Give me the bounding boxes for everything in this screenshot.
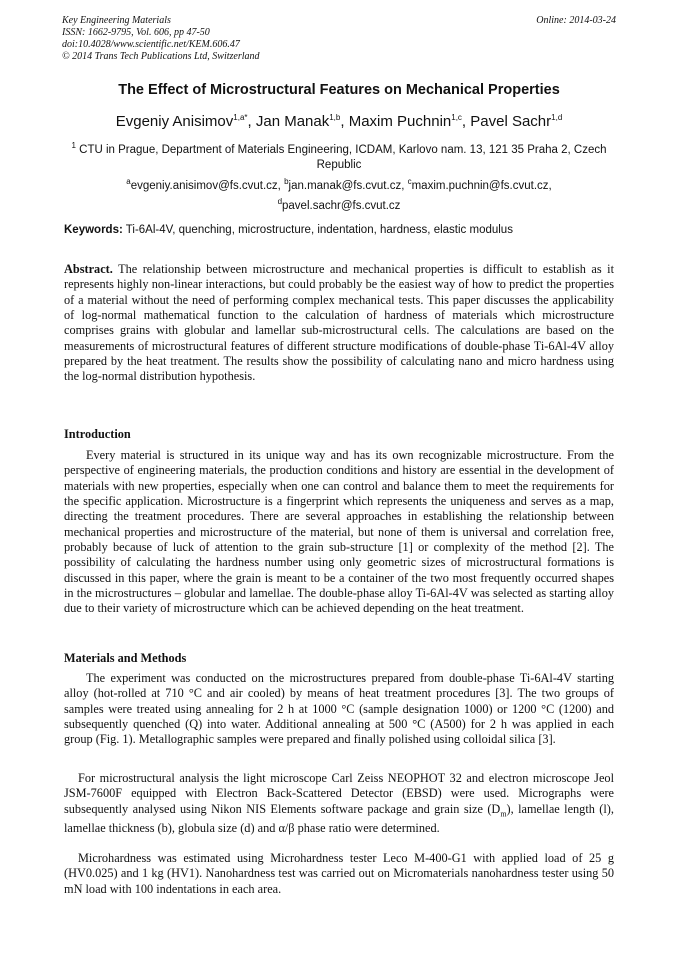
- author-name: Pavel Sachr: [470, 113, 552, 130]
- email-link[interactable]: evgeniy.anisimov@fs.cvut.cz,: [130, 179, 281, 192]
- methods-paragraph-1: The experiment was conducted on the microstructures prepared from double-phase Ti-6Al-4V starting alloy (hot-rolled at 710 °C and air cooled) by means of heat treatment procedures [3]. The two groups of samples were treated using annealing for 2 h at 1000 °C (sample designation 1000) or 1200 °C (1200) and subsequently quenched (Q) into water. Additional annealing at 500 °C (A500) for 2 h was applied in each group (Fig. 1). Metallographic samples were prepared and finally polished using colloidal silica [3].: [64, 671, 614, 747]
- author-affil-mark: 1,b: [329, 113, 341, 122]
- author-name: Jan Manak: [255, 113, 330, 130]
- email-mark: c: [407, 177, 412, 186]
- email-mark: a: [126, 177, 131, 186]
- introduction-paragraph: Every material is structured in its unique way and has its own recognizable microstructure. From the perspective of engineering materials, the production conditions and history are essential in the development of materials with new properties, especially when one can control and balance them to meet the requirements for the specific application. Microstructure is a fingerprint which represents the uniqueness and serves as a map, directing the treatment procedures. There are several approaches in establishing the relationship between mechanical properties and microstructure of the material, but none of them is universal and correlation free, probably because of luck of attention to the grain sub-structure [1] or complexity of the method [2]. The possibility of calculating the hardness number using only geometric sizes of microstructural formations is discussed in this paper, where the grain is meant to be a container of the two most frequently occurred shapes in the microstructures – globular and lamellae. The double-phase alloy Ti-6Al-4V was selected as starting alloy due to their variety of microstructure which can be achieved depending on the heat treatment.: [64, 448, 614, 616]
- author-affil-mark: 1,d: [551, 113, 563, 122]
- email-link[interactable]: pavel.sachr@fs.cvut.cz: [282, 199, 401, 212]
- keywords-text: Ti-6Al-4V, quenching, microstructure, indentation, hardness, elastic modulus: [125, 224, 513, 236]
- author-list: Evgeniy Anisimov$^{1,a*}$, Jan Manak$^{1,b}$, Maxim Puchnin$^{1,c}$, Pavel Sachr$^{1,d}$: [115, 113, 563, 130]
- author-affil-mark: 1,a*: [233, 113, 248, 122]
- journal-issn: ISSN: 1662-9795, Vol. 606, pp 47-50: [62, 27, 210, 38]
- methods-paragraph-2: [64, 771, 614, 837]
- affiliation-mark: 1: [71, 141, 76, 150]
- journal-name: Key Engineering Materials: [62, 15, 171, 26]
- affiliation-text: CTU in Prague, Department of Materials Engineering, ICDAM, Karlovo nam. 13, 121 35 Praha 2, Czech Republic: [79, 143, 607, 171]
- keywords-label: Keywords:: [64, 224, 123, 236]
- methods-p2-text-b: ), lamellae length (l), lamellae thickness (b), globula size (d) and α/β phase ratio were determined.: [64, 801, 614, 836]
- paper-title: The Effect of Microstructural Features on Mechanical Properties: [118, 82, 560, 98]
- journal-copyright: © 2014 Trans Tech Publications Ltd, Switzerland: [62, 51, 260, 62]
- abstract: [64, 262, 614, 385]
- journal-header: [62, 15, 616, 63]
- methods-p2-text-a: For microstructural analysis the light microscope Carl Zeiss NEOPHOT 32 and electron microscope Jeol JSM-7600F equipped with Electron Back-Scattered Detector (EBSD) were used. Micrographs were subsequently analysed using Nikon NIS Elements software package and grain size (D: [64, 771, 614, 816]
- author-affil-mark: 1,c: [451, 113, 462, 122]
- journal-doi: doi:10.4028/www.scientific.net/KEM.606.47: [62, 39, 240, 50]
- keywords: [64, 224, 614, 236]
- email-mark: b: [284, 177, 289, 186]
- abstract-text: The relationship between microstructure and mechanical properties is difficult to establish as it represents highly non-linear interactions, but could probably be the easiest way of how to predict the properties of a material without the need of performing complex mechanical tests. This paper discusses the applicability of log-normal mathematical function to the calculation of hardness of materials which microstructure comprises grains with globular and lamellar sub-microstructural cells. The calculations are based on the measurements of microstructural features of different structure modifications of double-phase Ti-6Al-4V alloy prepared by the heat treatment. The results show the possibility of calculating nano and micro hardness using the log-normal distribution hypothesis.: [64, 262, 614, 384]
- methods-paragraph-3: Microhardness was estimated using Microhardness tester Leco M-400-G1 with applied load of 25 g (HV0.025) and 1 kg (HV1). Nanohardness test was carried out on Micromaterials nanohardness tester using 50 mN load with 100 indentations in each area.: [64, 851, 614, 896]
- email-list: [62, 174, 616, 214]
- introduction-heading: Introduction: [64, 427, 131, 441]
- abstract-label: Abstract.: [64, 262, 113, 276]
- author-name: Evgeniy Anisimov: [115, 113, 234, 130]
- methods-heading: Materials and Methods: [64, 651, 187, 665]
- online-date: Online: 2014-03-24: [536, 15, 616, 26]
- email-link[interactable]: maxim.puchnin@fs.cvut.cz,: [411, 179, 552, 192]
- email-link[interactable]: jan.manak@fs.cvut.cz,: [288, 179, 405, 192]
- author-name: Maxim Puchnin: [348, 113, 452, 130]
- methods-p2-subscript: m: [500, 809, 507, 819]
- email-mark: d: [277, 196, 283, 206]
- affiliation: [62, 138, 616, 173]
